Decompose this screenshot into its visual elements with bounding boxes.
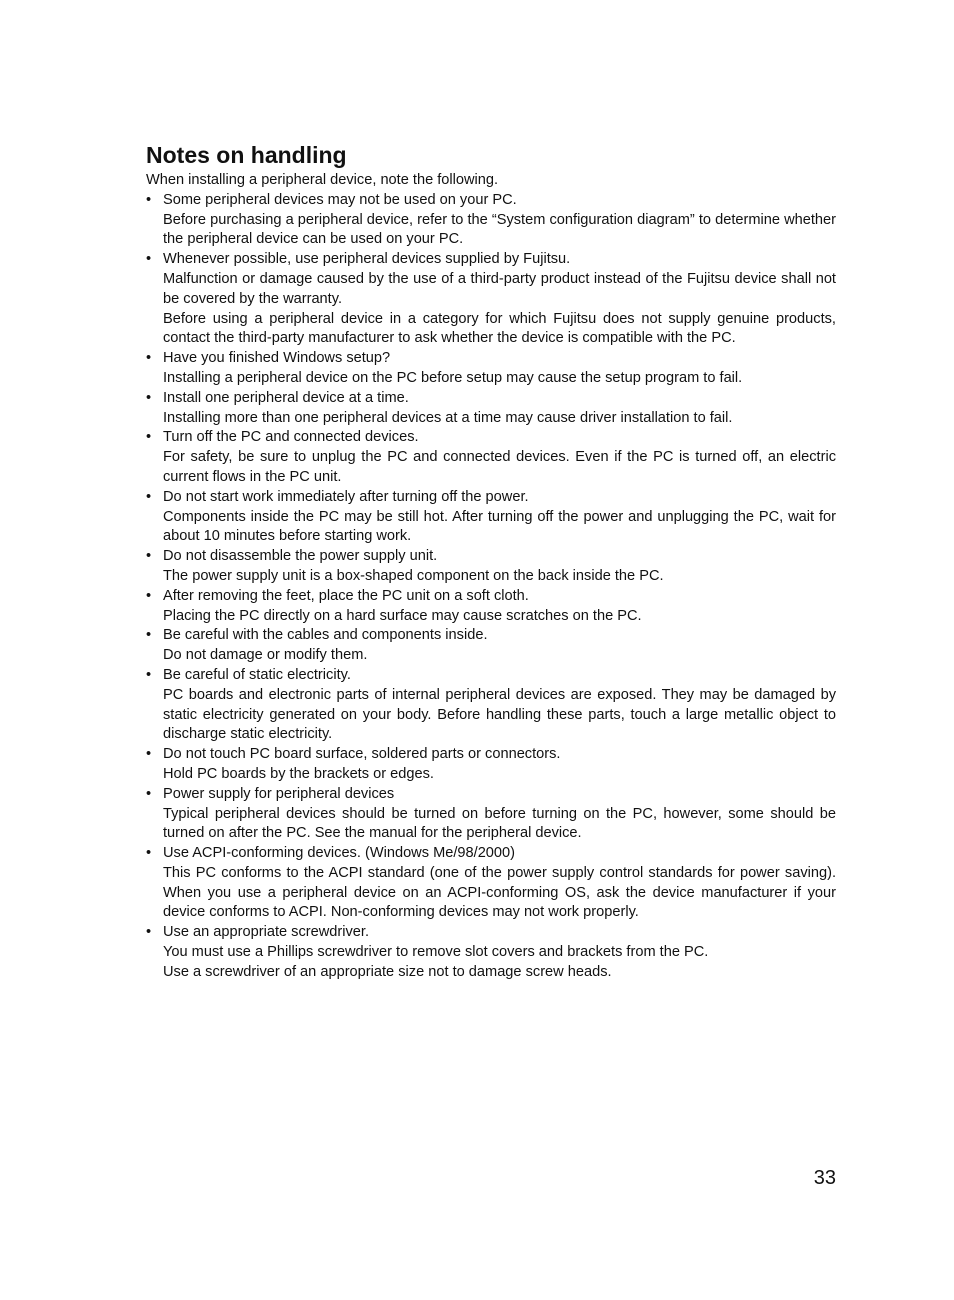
note-body: Installing more than one peripheral devices at a time may cause driver installation to fail. bbox=[163, 409, 733, 426]
note-body: Typical peripheral devices should be turned on before turning on the PC, however, some should be turned on after the PC. See the manual for the peripheral device. bbox=[163, 805, 836, 842]
intro-text: When installing a peripheral device, note the following. bbox=[146, 172, 499, 188]
note-heading: Some peripheral devices may not be used on your PC. bbox=[163, 191, 517, 208]
note-heading: Power supply for peripheral devices bbox=[163, 785, 395, 802]
note-body: PC boards and electronic parts of internal peripheral devices are exposed. They may be damaged by static electricity generated on your body. Before handling these parts, touch a large metallic object to discharge static electricity. bbox=[163, 686, 836, 743]
bullet-icon: • bbox=[146, 251, 152, 268]
list-item bbox=[146, 745, 836, 785]
bullet-icon: • bbox=[146, 191, 152, 208]
bullet-icon: • bbox=[146, 845, 152, 862]
note-heading: Use ACPI-conforming devices. (Windows Me/98/2000) bbox=[163, 845, 516, 862]
list-item bbox=[146, 785, 836, 844]
bullet-icon: • bbox=[146, 389, 152, 406]
bullet-icon: • bbox=[146, 627, 152, 644]
notes-list bbox=[146, 191, 836, 983]
page-content bbox=[146, 140, 836, 983]
note-body: Before purchasing a peripheral device, refer to the “System configuration diagram” to determine whether the peripheral device can be used on your PC. bbox=[163, 211, 836, 248]
note-heading: Be careful with the cables and components inside. bbox=[163, 627, 488, 644]
bullet-icon: • bbox=[146, 548, 152, 565]
bullet-icon: • bbox=[146, 666, 152, 683]
list-item bbox=[146, 389, 836, 429]
note-heading: Install one peripheral device at a time. bbox=[163, 389, 409, 406]
note-body: This PC conforms to the ACPI standard (one of the power supply control standards for power saving). When you use a peripheral device on an ACPI-conforming OS, ask the device manufacturer if your device conforms to ACPI. Non-conforming devices may not work properly. bbox=[163, 864, 836, 921]
bullet-icon: • bbox=[146, 587, 152, 604]
list-item bbox=[146, 191, 836, 250]
note-heading: Turn off the PC and connected devices. bbox=[163, 429, 419, 446]
note-heading: Use an appropriate screwdriver. bbox=[163, 924, 370, 941]
list-item bbox=[146, 349, 836, 389]
note-body: Hold PC boards by the brackets or edges. bbox=[163, 765, 434, 782]
list-item bbox=[146, 488, 836, 547]
list-item bbox=[146, 428, 836, 487]
note-heading: Do not touch PC board surface, soldered parts or connectors. bbox=[163, 746, 561, 763]
note-body: The power supply unit is a box-shaped component on the back inside the PC. bbox=[163, 567, 664, 584]
note-body: Do not damage or modify them. bbox=[163, 647, 368, 664]
note-heading: Do not disassemble the power supply unit. bbox=[163, 548, 438, 565]
bullet-icon: • bbox=[146, 488, 152, 505]
page-title: Notes on handling bbox=[146, 142, 347, 168]
note-body: Components inside the PC may be still hot. After turning off the power and unplugging the PC, wait for about 10 minutes before starting work. bbox=[163, 508, 836, 545]
page-number: 33 bbox=[813, 1167, 836, 1189]
bullet-icon: • bbox=[146, 350, 152, 367]
bullet-icon: • bbox=[146, 785, 152, 802]
list-item bbox=[146, 250, 836, 349]
list-item bbox=[146, 844, 836, 923]
list-item bbox=[146, 626, 836, 666]
bullet-icon: • bbox=[146, 746, 152, 763]
note-body: Placing the PC directly on a hard surface may cause scratches on the PC. bbox=[163, 607, 642, 624]
note-body: You must use a Phillips screwdriver to remove slot covers and brackets from the PC. bbox=[163, 944, 709, 961]
note-body: Malfunction or damage caused by the use of a third-party product instead of the Fujitsu device shall not be covered by the warranty. bbox=[163, 270, 836, 307]
bullet-icon: • bbox=[146, 429, 152, 446]
note-heading: Do not start work immediately after turning off the power. bbox=[163, 488, 529, 505]
note-body: For safety, be sure to unplug the PC and connected devices. Even if the PC is turned off, an electric current flows in the PC unit. bbox=[163, 449, 836, 485]
bullet-icon: • bbox=[146, 924, 152, 941]
note-heading: After removing the feet, place the PC unit on a soft cloth. bbox=[163, 587, 529, 604]
note-body: Use a screwdriver of an appropriate size not to damage screw heads. bbox=[163, 963, 612, 980]
note-heading: Have you finished Windows setup? bbox=[163, 350, 391, 367]
list-item bbox=[146, 923, 836, 982]
note-body: Before using a peripheral device in a category for which Fujitsu does not supply genuine products, contact the third-party manufacturer to ask whether the device is compatible with the PC. bbox=[163, 310, 836, 347]
note-body: Installing a peripheral device on the PC before setup may cause the setup program to fail. bbox=[163, 369, 743, 386]
list-item bbox=[146, 587, 836, 627]
note-heading: Be careful of static electricity. bbox=[163, 666, 351, 683]
list-item bbox=[146, 547, 836, 587]
list-item bbox=[146, 666, 836, 745]
note-heading: Whenever possible, use peripheral devices supplied by Fujitsu. bbox=[163, 251, 571, 268]
